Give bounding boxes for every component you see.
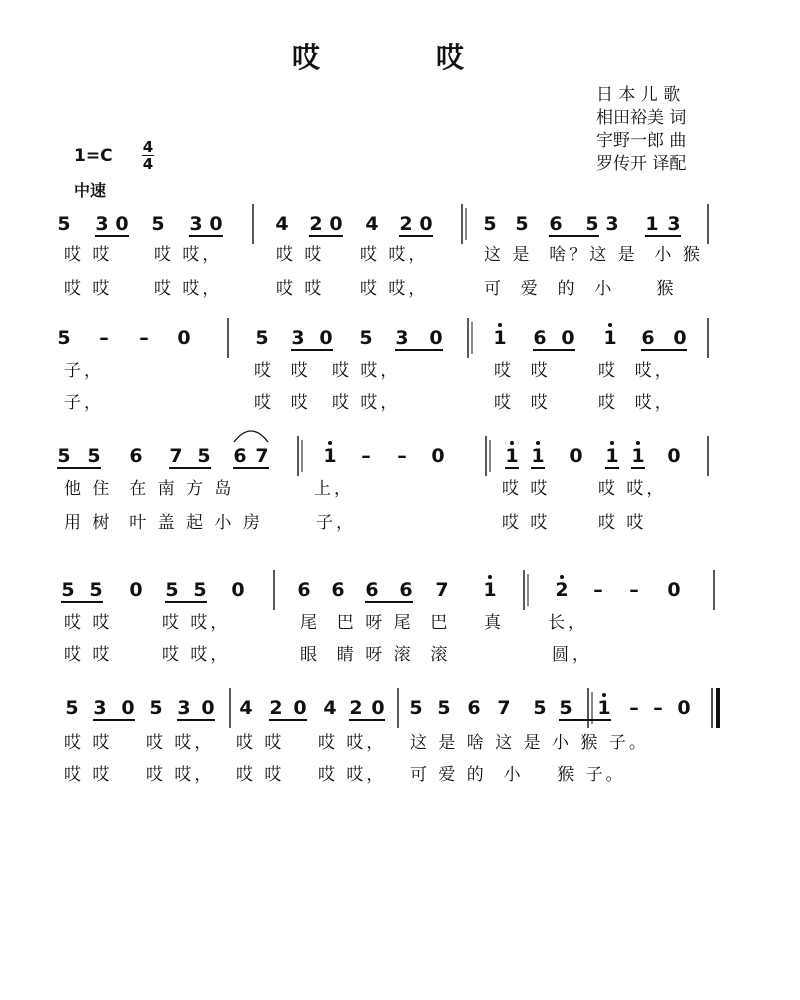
note: 1 <box>645 213 659 235</box>
lyric-segment: 哎 哎 <box>254 361 311 381</box>
lyric-segment: 哎 哎， <box>598 479 667 499</box>
note: 2 <box>309 213 323 235</box>
lyric-segment: 哎 哎， <box>332 393 401 413</box>
tempo-marking: 中速 <box>74 181 107 200</box>
song-title: 哎 哎 <box>291 41 508 74</box>
lyric-segment: 哎 哎， <box>318 733 387 753</box>
note: 1 <box>605 445 619 467</box>
note: 1 <box>323 445 337 467</box>
note: 2 <box>269 697 283 719</box>
note: 4 <box>275 213 289 235</box>
note: 0 <box>209 213 223 235</box>
octave-dot <box>536 441 540 445</box>
note: 1 <box>597 697 611 719</box>
note: 7 <box>497 697 511 719</box>
lyric-segment: 哎 哎 <box>64 733 113 753</box>
note: 0 <box>329 213 343 235</box>
note: 2 <box>555 579 569 601</box>
note: 1 <box>631 445 645 467</box>
octave-dot <box>488 575 492 579</box>
credit-origin: 日 本 儿 歌 <box>596 85 681 105</box>
note: 6 <box>399 579 413 601</box>
note: 5 <box>559 697 573 719</box>
note: 1 <box>531 445 545 467</box>
note: 5 <box>61 579 75 601</box>
note: 5 <box>149 697 163 719</box>
lyric-segment: 哎 哎 <box>64 613 113 633</box>
note: 6 <box>549 213 563 235</box>
lyric-segment: 哎 哎， <box>318 765 387 785</box>
octave-dot <box>608 323 612 327</box>
note: 0 <box>293 697 307 719</box>
lyric-segment: 这 是 啥？这 是 小 猴 <box>484 245 703 265</box>
note: 0 <box>667 445 681 467</box>
note: 3 <box>93 697 107 719</box>
lyric-segment: 哎 哎， <box>598 361 675 381</box>
lyric-segment: 圆， <box>552 645 592 665</box>
octave-dot <box>328 441 332 445</box>
note: 0 <box>121 697 135 719</box>
lyric-segment: 哎 哎 <box>236 733 285 753</box>
lyric-segment: 哎 哎 <box>64 245 113 265</box>
time-signature-bottom: 4 <box>142 155 154 173</box>
credit-composer: 宇野一郎 曲 <box>596 131 687 151</box>
lyric-segment: 可 爱 的 小 猴 子。 <box>410 765 626 785</box>
lyric-segment: 哎 哎 <box>64 645 113 665</box>
lyric-segment: 哎 哎， <box>332 361 401 381</box>
note: – <box>653 697 663 719</box>
note: 6 <box>641 327 655 349</box>
note: – <box>99 327 109 349</box>
time-signature-top: 4 <box>142 138 154 156</box>
note: 5 <box>57 445 71 467</box>
lyric-segment: 长， <box>548 613 588 633</box>
note: 0 <box>371 697 385 719</box>
lyric-segment: 子， <box>64 361 104 381</box>
note: 6 <box>297 579 311 601</box>
octave-dot <box>636 441 640 445</box>
note: 5 <box>437 697 451 719</box>
note: 0 <box>667 579 681 601</box>
lyric-segment: 哎 哎， <box>162 645 231 665</box>
lyric-segment: 子， <box>64 393 104 413</box>
note: 0 <box>569 445 583 467</box>
note: 5 <box>57 327 71 349</box>
lyric-segment: 尾 巴 呀 尾 巴 真 <box>300 613 505 633</box>
lyric-segment: 他 住 在 南 方 岛 <box>64 479 235 499</box>
lyric-segment: 哎 哎 <box>276 245 325 265</box>
note: 5 <box>409 697 423 719</box>
octave-dot <box>610 441 614 445</box>
lyric-segment: 这 是 啥 这 是 小 猴 子。 <box>410 733 649 753</box>
lyric-segment: 可 爱 的 小 猴 <box>484 279 677 299</box>
lyric-segment: 用 树 叶 盖 起 小 房 <box>64 513 263 533</box>
lyric-segment: 哎 哎 <box>502 513 551 533</box>
note: 5 <box>89 579 103 601</box>
note: 0 <box>115 213 129 235</box>
lyric-segment: 哎 哎 <box>64 279 113 299</box>
note: 5 <box>359 327 373 349</box>
lyric-segment: 哎 哎， <box>146 765 215 785</box>
note: 5 <box>197 445 211 467</box>
note: 7 <box>255 445 269 467</box>
note: 0 <box>177 327 191 349</box>
note: 3 <box>667 213 681 235</box>
note: 1 <box>493 327 507 349</box>
lyric-segment: 子， <box>316 513 356 533</box>
lyric-segment: 哎 哎 <box>494 393 551 413</box>
note: 6 <box>331 579 345 601</box>
lyric-segment: 哎 哎， <box>162 613 231 633</box>
note: 2 <box>349 697 363 719</box>
credit-translator: 罗传开 译配 <box>596 154 687 174</box>
note: 4 <box>239 697 253 719</box>
note: 0 <box>677 697 691 719</box>
note: 7 <box>169 445 183 467</box>
lyric-segment: 哎 哎， <box>146 733 215 753</box>
note: 3 <box>291 327 305 349</box>
note: 0 <box>231 579 245 601</box>
lyric-segment: 哎 哎， <box>154 279 223 299</box>
note: 0 <box>201 697 215 719</box>
note: 6 <box>365 579 379 601</box>
note: 5 <box>165 579 179 601</box>
lyric-segment: 哎 哎， <box>360 245 429 265</box>
lyric-segment: 哎 哎 <box>254 393 311 413</box>
note: 2 <box>399 213 413 235</box>
note: 5 <box>151 213 165 235</box>
note: 0 <box>129 579 143 601</box>
note: 5 <box>57 213 71 235</box>
lyric-segment: 哎 哎 <box>64 765 113 785</box>
lyric-segment: 哎 哎， <box>598 393 675 413</box>
note: – <box>629 579 639 601</box>
octave-dot <box>498 323 502 327</box>
note: 1 <box>483 579 497 601</box>
note: 0 <box>419 213 433 235</box>
note: 6 <box>533 327 547 349</box>
lyric-segment: 哎 哎 <box>236 765 285 785</box>
note: 5 <box>255 327 269 349</box>
lyric-segment: 哎 哎 <box>598 513 647 533</box>
note: – <box>139 327 149 349</box>
note: 0 <box>431 445 445 467</box>
note: 1 <box>603 327 617 349</box>
note: 3 <box>189 213 203 235</box>
note: 5 <box>585 213 599 235</box>
note: 0 <box>673 327 687 349</box>
note: 5 <box>87 445 101 467</box>
note: 0 <box>319 327 333 349</box>
lyric-segment: 哎 哎 <box>502 479 551 499</box>
lyric-segment: 眼 睛 呀 滚 滚 <box>300 645 451 665</box>
note: 5 <box>533 697 547 719</box>
lyric-segment: 哎 哎， <box>360 279 429 299</box>
note: 3 <box>95 213 109 235</box>
note: 3 <box>395 327 409 349</box>
note: 0 <box>429 327 443 349</box>
note: 1 <box>505 445 519 467</box>
note: 5 <box>483 213 497 235</box>
lyric-segment: 哎 哎， <box>154 245 223 265</box>
lyric-segment: 哎 哎 <box>276 279 325 299</box>
note: 5 <box>193 579 207 601</box>
note: 4 <box>323 697 337 719</box>
note: 0 <box>561 327 575 349</box>
note: – <box>593 579 603 601</box>
note: 5 <box>515 213 529 235</box>
octave-dot <box>560 575 564 579</box>
note: – <box>361 445 371 467</box>
key-signature: 1=C <box>74 146 113 166</box>
octave-dot <box>510 441 514 445</box>
note: – <box>397 445 407 467</box>
note: 3 <box>605 213 619 235</box>
lyric-segment: 上， <box>314 479 354 499</box>
credit-lyricist: 相田裕美 词 <box>596 108 687 128</box>
note: 7 <box>435 579 449 601</box>
note: 5 <box>65 697 79 719</box>
note: – <box>629 697 639 719</box>
note: 6 <box>129 445 143 467</box>
note: 6 <box>233 445 247 467</box>
lyric-segment: 哎 哎 <box>494 361 551 381</box>
slur <box>234 431 268 442</box>
note: 6 <box>467 697 481 719</box>
note: 4 <box>365 213 379 235</box>
note: 3 <box>177 697 191 719</box>
octave-dot <box>602 693 606 697</box>
